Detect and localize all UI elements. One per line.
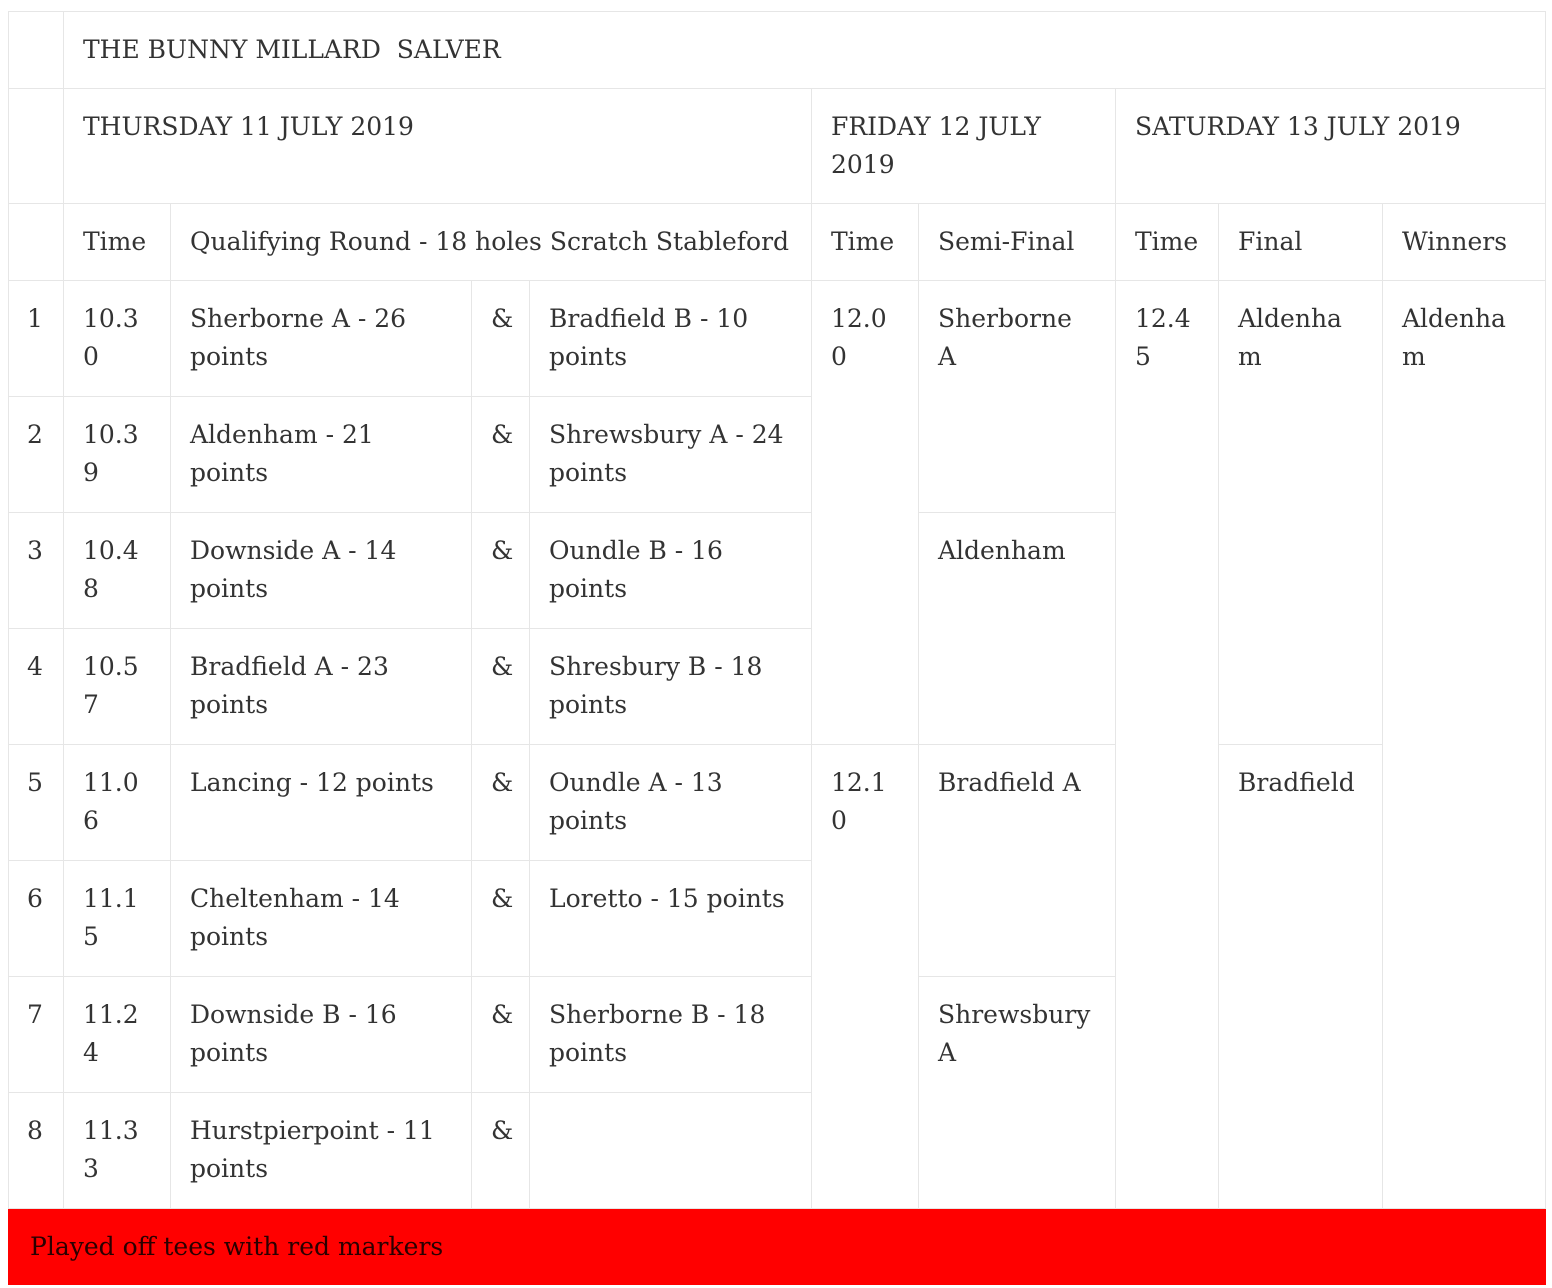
match-time: 11.24 (64, 977, 171, 1093)
title-row (9, 12, 1546, 89)
ampersand: & (472, 397, 530, 513)
semi-final-team: Shrewsbury A (919, 977, 1116, 1209)
team-a: Bradfield A - 23 points (171, 629, 472, 745)
table-row (9, 281, 1546, 397)
match-number: 4 (9, 629, 64, 745)
team-a: Downside B - 16 points (171, 977, 472, 1093)
ampersand: & (472, 513, 530, 629)
semi-final-team: Aldenham (919, 513, 1116, 745)
day-saturday: SATURDAY 13 JULY 2019 (1116, 89, 1546, 204)
header-winners: Winners (1383, 204, 1546, 281)
final-team: Bradfield (1219, 745, 1383, 1209)
match-time: 10.30 (64, 281, 171, 397)
team-b: Shresbury B - 18 points (530, 629, 812, 745)
ampersand: & (472, 281, 530, 397)
results-table-container (8, 11, 1545, 1285)
team-b: Oundle A - 13 points (530, 745, 812, 861)
match-time: 11.15 (64, 861, 171, 977)
ampersand: & (472, 629, 530, 745)
ampersand: & (472, 977, 530, 1093)
team-a: Sherborne A - 26 points (171, 281, 472, 397)
winner: Aldenham (1383, 281, 1546, 1209)
team-a: Lancing - 12 points (171, 745, 472, 861)
table-row (9, 745, 1546, 861)
header-qualifying: Qualifying Round - 18 holes Scratch Stableford (171, 204, 812, 281)
final-time: 12.45 (1116, 281, 1219, 1209)
team-a: Cheltenham - 14 points (171, 861, 472, 977)
semi-final-team: Bradfield A (919, 745, 1116, 977)
empty-cell (9, 89, 64, 204)
semi-final-team: Sherborne A (919, 281, 1116, 513)
match-time: 10.39 (64, 397, 171, 513)
match-number: 8 (9, 1093, 64, 1209)
match-time: 10.48 (64, 513, 171, 629)
footer-note: Played off tees with red markers (9, 1209, 1546, 1285)
day-friday: FRIDAY 12 JULY 2019 (812, 89, 1116, 204)
empty-cell (9, 12, 64, 89)
results-table (8, 11, 1546, 1285)
team-a: Downside A - 14 points (171, 513, 472, 629)
day-thursday: THURSDAY 11 JULY 2019 (64, 89, 812, 204)
header-time: Time (64, 204, 171, 281)
table-title: THE BUNNY MILLARD SALVER (64, 12, 1546, 89)
match-time: 10.57 (64, 629, 171, 745)
team-b: Sherborne B - 18 points (530, 977, 812, 1093)
footer-row (9, 1209, 1546, 1285)
team-a: Aldenham - 21 points (171, 397, 472, 513)
match-number: 7 (9, 977, 64, 1093)
header-final: Final (1219, 204, 1383, 281)
semi-final-time: 12.00 (812, 281, 919, 745)
ampersand: & (472, 1093, 530, 1209)
match-number: 1 (9, 281, 64, 397)
team-a: Hurstpierpoint - 11 points (171, 1093, 472, 1209)
team-b: Bradfield B - 10 points (530, 281, 812, 397)
empty-cell (9, 204, 64, 281)
team-b: Oundle B - 16 points (530, 513, 812, 629)
header-semi-final: Semi-Final (919, 204, 1116, 281)
match-time: 11.06 (64, 745, 171, 861)
header-row (9, 204, 1546, 281)
team-b: Loretto - 15 points (530, 861, 812, 977)
team-b: Shrewsbury A - 24 points (530, 397, 812, 513)
header-time: Time (812, 204, 919, 281)
match-number: 6 (9, 861, 64, 977)
match-number: 3 (9, 513, 64, 629)
ampersand: & (472, 745, 530, 861)
day-row (9, 89, 1546, 204)
match-number: 5 (9, 745, 64, 861)
semi-final-time: 12.10 (812, 745, 919, 1209)
match-number: 2 (9, 397, 64, 513)
team-b (530, 1093, 812, 1209)
header-time: Time (1116, 204, 1219, 281)
final-team: Aldenham (1219, 281, 1383, 745)
match-time: 11.33 (64, 1093, 171, 1209)
ampersand: & (472, 861, 530, 977)
